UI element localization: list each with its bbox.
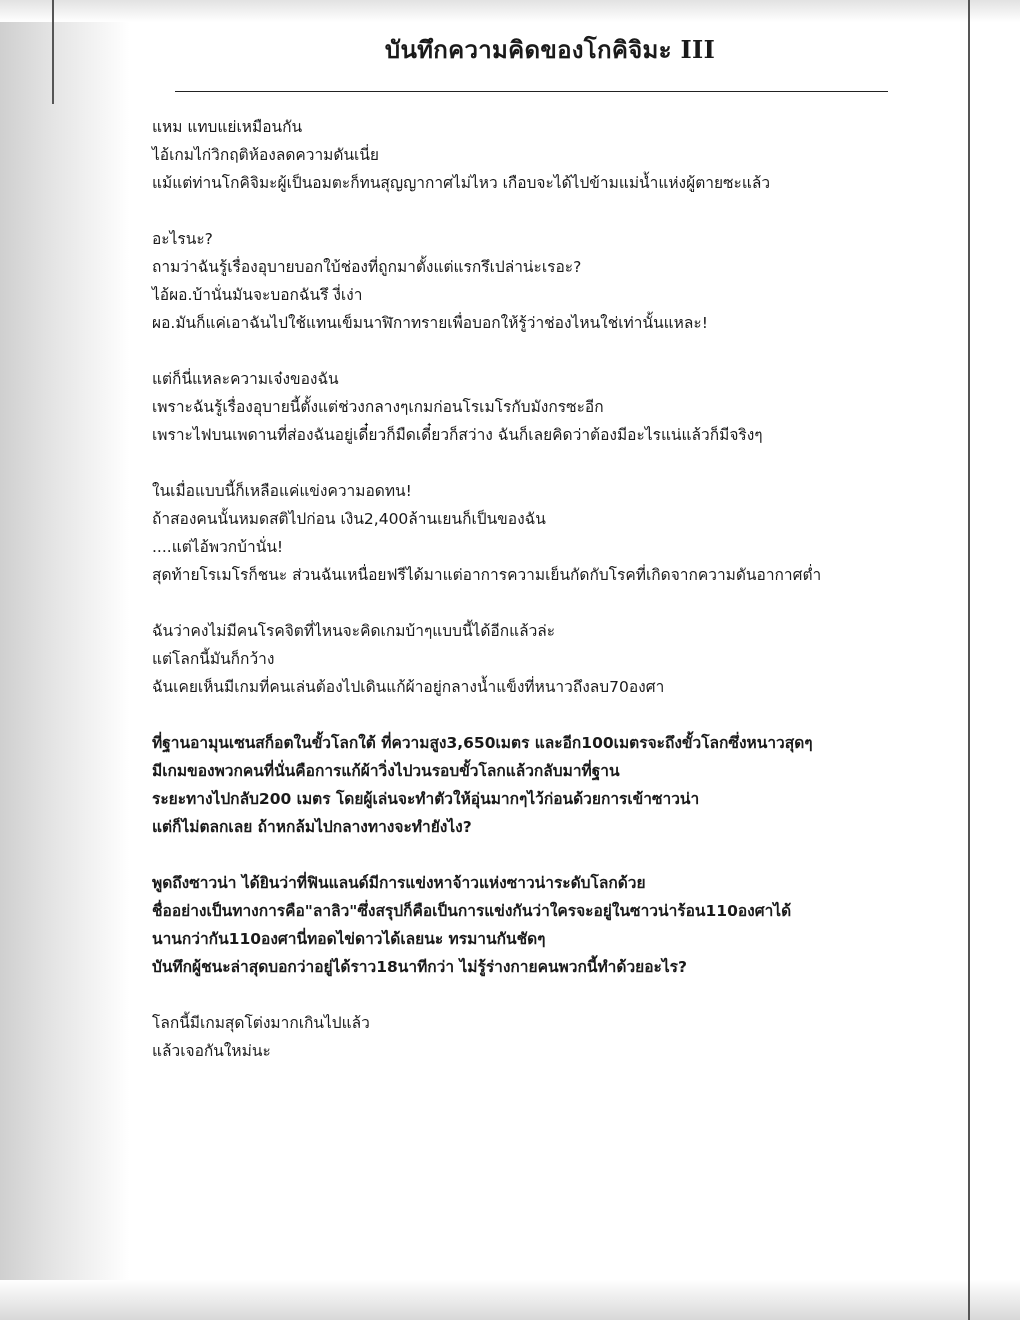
- page-border-left: [52, 0, 54, 104]
- paragraph: [152, 869, 942, 981]
- text-line: ไอ้เกมไก่วิกฤติห้องลดความดันเนี่ย: [152, 146, 380, 164]
- text-line: แต่ก็นี่แหละความเจ๋งของฉัน: [152, 370, 339, 388]
- text-line: ที่ฐานอามุนเซนสก็อตในขั้วโลกใต้ ที่ความสูง3,650เมตร และอีก100เมตรจะถึงขั้วโลกซึ่งหนาวสุดๆ: [152, 734, 813, 752]
- text-line: ระยะทางไปกลับ200 เมตร โดยผู้เล่นจะทำตัวให้อุ่นมากๆไว้ก่อนด้วยการเข้าซาวน่า: [152, 790, 700, 808]
- text-line: แต่โลกนี้มันก็กว้าง: [152, 650, 275, 668]
- text-line: แม้แต่ท่านโกคิจิมะผู้เป็นอมตะก็ทนสุญญากาศไม่ไหว เกือบจะได้ไปข้ามแม่น้ำแห่งผู้ตายซะแล้ว: [152, 174, 771, 192]
- paragraph: [152, 365, 942, 449]
- text-line: ....แต่ไอ้พวกบ้านั่น!: [152, 538, 284, 556]
- text-line: บันทึกผู้ชนะล่าสุดบอกว่าอยู่ได้ราว18นาทีกว่า ไม่รู้ร่างกายคนพวกนี้ทำด้วยอะไร?: [152, 958, 687, 976]
- scan-shadow-left: [0, 0, 130, 1320]
- document-body: [152, 113, 942, 1093]
- scan-shadow-top: [0, 0, 1020, 22]
- text-line: เพราะฉันรู้เรื่องอุบายนี้ตั้งแต่ช่วงกลางๆเกมก่อนโรเมโรกับมังกรซะอีก: [152, 398, 604, 416]
- scan-shadow-bottom: [0, 1280, 1020, 1320]
- text-line: นานกว่ากัน110องศานี่ทอดไข่ดาวได้เลยนะ ทรมานกันชัดๆ: [152, 930, 546, 948]
- text-line: พูดถึงซาวน่า ได้ยินว่าที่ฟินแลนด์มีการแข่งหาจ้าวแห่งซาวน่าระดับโลกด้วย: [152, 874, 646, 892]
- text-line: ผอ.มันก็แค่เอาฉันไปใช้แทนเข็มนาฬิกาทรายเพื่อบอกให้รู้ว่าช่องไหนใช่เท่านั้นแหละ!: [152, 314, 708, 332]
- text-line: ถามว่าฉันรู้เรื่องอุบายบอกใบ้ช่องที่ถูกมาตั้งแต่แรกรึเปล่าน่ะเรอะ?: [152, 258, 582, 276]
- text-line: สุดท้ายโรเมโรก็ชนะ ส่วนฉันเหนื่อยฟรีได้มาแต่อาการความเย็นกัดกับโรคที่เกิดจากความดันอากาศต่ำ: [152, 566, 822, 584]
- text-line: ถ้าสองคนนั้นหมดสติไปก่อน เงิน2,400ล้านเยนก็เป็นของฉัน: [152, 510, 546, 528]
- text-line: อะไรนะ?: [152, 230, 213, 248]
- paragraph: [152, 225, 942, 337]
- paragraph: [152, 113, 942, 197]
- text-line: แต่ก็ไม่ตลกเลย ถ้าหกล้มไปกลางทางจะทำยังไง?: [152, 818, 472, 836]
- title-divider: [175, 91, 888, 92]
- page-title: บันทึกความคิดของโกคิจิมะ III: [384, 35, 716, 64]
- text-line: ชื่ออย่างเป็นทางการคือ"ลาลิว"ซึ่งสรุปก็คือเป็นการแข่งกันว่าใครจะอยู่ในซาวน่าร้อน110องศาได้: [152, 902, 792, 920]
- text-line: ฉันว่าคงไม่มีคนโรคจิตที่ไหนจะคิดเกมบ้าๆแบบนี้ได้อีกแล้วล่ะ: [152, 622, 556, 640]
- text-line: มีเกมของพวกคนที่นั่นคือการแก้ผ้าวิ่งไปวนรอบขั้วโลกแล้วกลับมาที่ฐาน: [152, 762, 620, 780]
- text-line: แหม แทบแย่เหมือนกัน: [152, 118, 303, 136]
- paragraph: [152, 617, 942, 701]
- page-border-right: [968, 0, 970, 1320]
- text-line: ฉันเคยเห็นมีเกมที่คนเล่นต้องไปเดินแก้ผ้าอยู่กลางน้ำแข็งที่หนาวถึงลบ70องศา: [152, 678, 665, 696]
- text-line: แล้วเจอกันใหม่นะ: [152, 1042, 271, 1060]
- text-line: ในเมื่อแบบนี้ก็เหลือแค่แข่งความอดทน!: [152, 482, 412, 500]
- text-line: โลกนี้มีเกมสุดโต่งมากเกินไปแล้ว: [152, 1014, 370, 1032]
- text-line: ไอ้ผอ.บ้านั่นมันจะบอกฉันรึ งี่เง่า: [152, 286, 363, 304]
- page-header: [150, 30, 910, 69]
- paragraph: [152, 1009, 942, 1065]
- paragraph: [152, 477, 942, 589]
- paragraph: [152, 729, 942, 841]
- text-line: เพราะไฟบนเพดานที่ส่องฉันอยู่เดี๋ยวก็มืดเดี๋ยวก็สว่าง ฉันก็เลยคิดว่าต้องมีอะไรแน่แล้วก็มีจริงๆ: [152, 426, 763, 444]
